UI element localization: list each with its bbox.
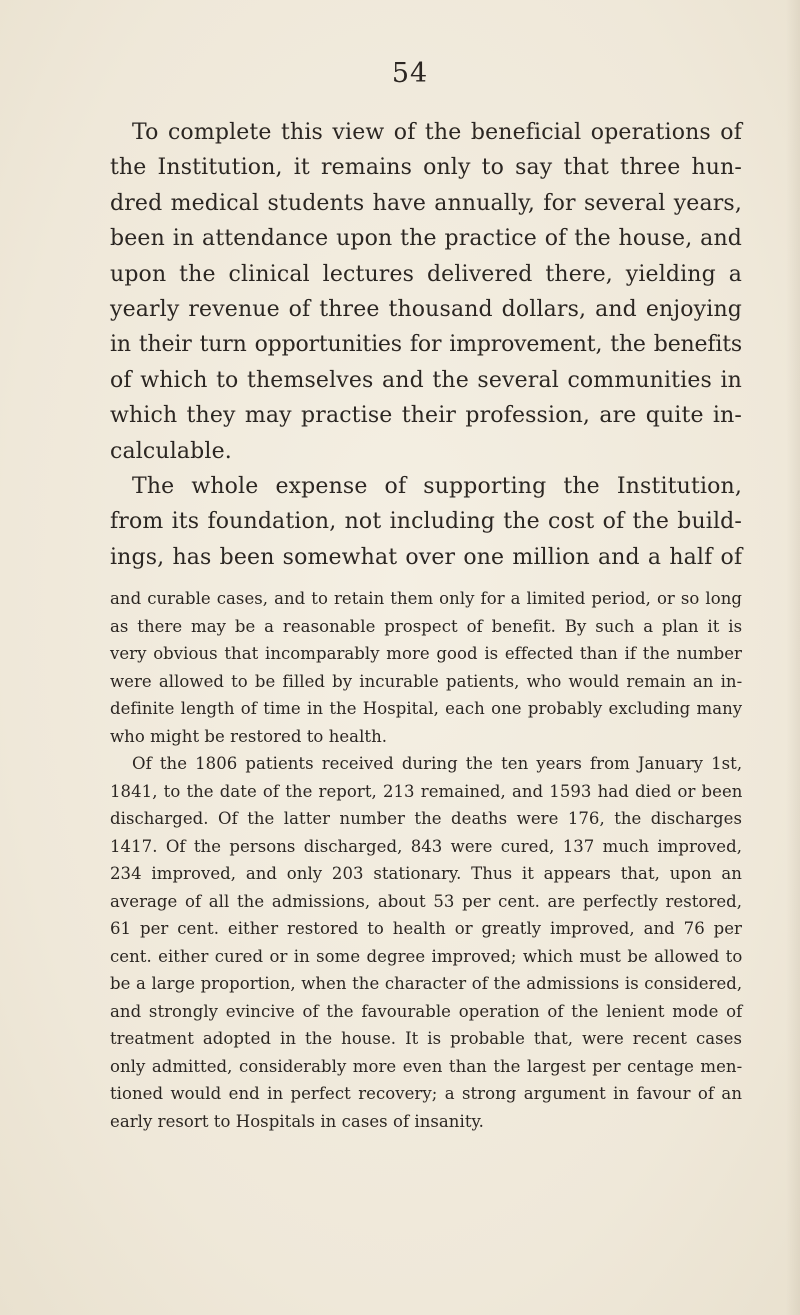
text-line: average of all the admissions, about 53 per cent. are perfectly restored, [110, 891, 743, 911]
text-line: To complete this view of the beneficial operations of [132, 120, 742, 145]
page-number: 54 [391, 58, 429, 89]
text-line: from its foundation, not including the cost of the build- [110, 509, 742, 535]
text-line: the Institution, it remains only to say that three hun- [110, 155, 742, 181]
footnote-text [110, 585, 742, 1135]
text-line: in their turn opportunities for improvement, the benefits [110, 332, 742, 358]
text-line: only admitted, considerably more even than the largest per centage men- [110, 1056, 743, 1076]
text-line: ings, has been somewhat over one million and a half of [110, 544, 743, 570]
page-edge-shadow [786, 0, 800, 1315]
paragraph-beneficial-operations [110, 115, 742, 469]
text-line: who might be restored to health. [110, 726, 388, 746]
text-line: and curable cases, and to retain them only for a limited period, or so long [110, 589, 742, 608]
text-line: as there may be a reasonable prospect of benefit. By such a plan it is [110, 616, 743, 636]
text-line: very obvious that incomparably more good is effected than if the number [110, 644, 742, 663]
text-line: Of the 1806 patients received during the ten years from January 1st, [132, 754, 743, 773]
text-line: and strongly evincive of the favourable operation of the lenient mode of [110, 1001, 743, 1021]
text-line: of which to themselves and the several communities in [110, 367, 742, 393]
text-line: calculable. [110, 438, 232, 464]
paragraph-patient-statistics [110, 750, 742, 1135]
text-line: upon the clinical lectures delivered there, yielding a [110, 261, 742, 287]
text-line: cent. either cured or in some degree improved; which must be allowed to [110, 946, 743, 966]
text-line: The whole expense of supporting the Institution, [132, 474, 742, 500]
text-line: were allowed to be filled by incurable patients, who would remain an in- [110, 671, 743, 691]
text-line: early resort to Hospitals in cases of insanity. [110, 1111, 484, 1131]
text-line: treatment adopted in the house. It is probable that, were recent cases [110, 1029, 742, 1048]
text-line: been in attendance upon the practice of the house, and [110, 226, 742, 252]
text-line: be a large proportion, when the character of the admissions is considered, [110, 974, 743, 993]
text-line: 1417. Of the persons discharged, 843 were cured, 137 much improved, [110, 836, 742, 856]
text-line: which they may practise their profession, are quite in- [110, 403, 742, 429]
text-line: 61 per cent. either restored to health or greatly improved, and 76 per [110, 919, 742, 938]
text-line: discharged. Of the latter number the deaths were 176, the discharges [110, 809, 742, 828]
text-line: yearly revenue of three thousand dollars, and enjoying [110, 297, 742, 323]
text-line: definite length of time in the Hospital, each one probably excluding many [110, 699, 743, 718]
paragraph-curable-cases [110, 585, 742, 750]
text-line: dred medical students have annually, for several years, [110, 190, 742, 216]
text-line: 234 improved, and only 203 stationary. Thus it appears that, upon an [110, 864, 742, 883]
main-text [110, 115, 742, 575]
text-line: 1841, to the date of the report, 213 remained, and 1593 had died or been [110, 781, 743, 801]
text-line: tioned would end in perfect recovery; a strong argument in favour of an [110, 1084, 742, 1103]
paragraph-whole-expense [110, 469, 742, 575]
